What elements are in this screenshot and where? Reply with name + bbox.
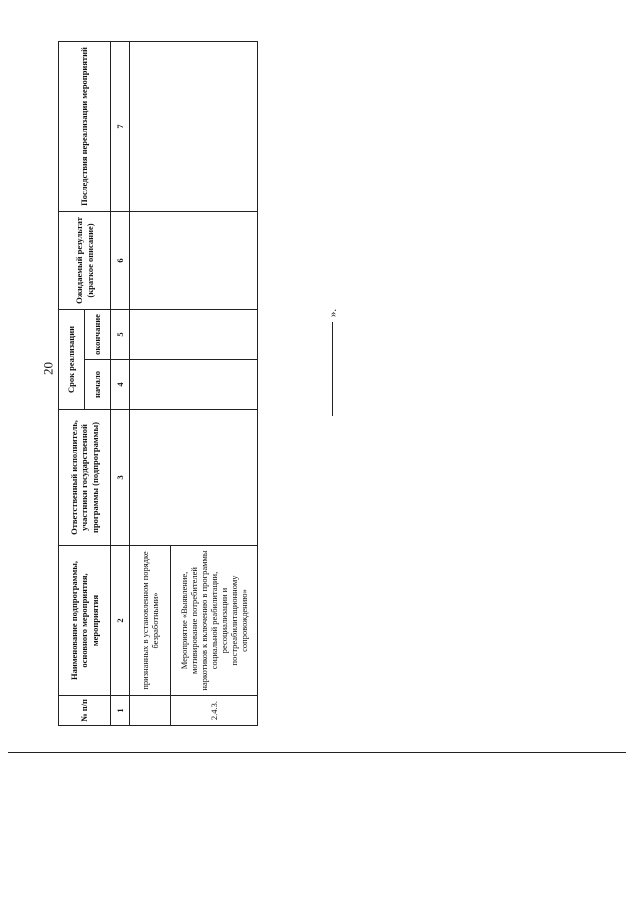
header-start: начало [85,360,111,410]
column-number: 2 [111,546,130,696]
column-number: 7 [111,42,130,212]
row-name: признанных в установленном порядке безработными» [130,546,171,696]
merged-cell [130,42,258,212]
page-divider [8,752,626,753]
header-end: окончание [85,310,111,360]
column-number: 6 [111,212,130,310]
row-number: 2.4.3. [171,696,258,726]
table-row [130,42,171,726]
header-period: Срок реализации [59,310,85,410]
column-number-row [111,42,130,726]
merged-cell [130,212,258,310]
column-number: 3 [111,410,130,546]
column-number: 1 [111,696,130,726]
header-name: Наименование подпрограммы, основного мероприятия, мероприятия [59,546,111,696]
row-name: Мероприятие «Выявление, мотивирование потребителей наркотиков к включению в программы социальной реабилитации, ресоциализации и постреабилитационному сопровождению» [171,546,258,696]
merged-cell [130,360,258,410]
row-number [130,696,171,726]
column-number: 5 [111,310,130,360]
header-consequences: Последствия нереализации мероприятий [59,42,111,212]
page-number: 20 [40,362,56,375]
header-row [59,42,85,726]
program-table [58,41,258,726]
end-underline [332,322,333,416]
header-number: № п/п [59,696,111,726]
program-table-rotated [58,42,250,726]
header-executor: Ответственный исполнитель, участники государственной программы (подпрограммы) [59,410,111,546]
merged-cell [130,410,258,546]
merged-cell [130,310,258,360]
closing-quote: ». [327,308,339,318]
column-number: 4 [111,360,130,410]
end-mark [322,306,344,416]
header-expected-result: Ожидаемый результат (краткое описание) [59,212,111,310]
